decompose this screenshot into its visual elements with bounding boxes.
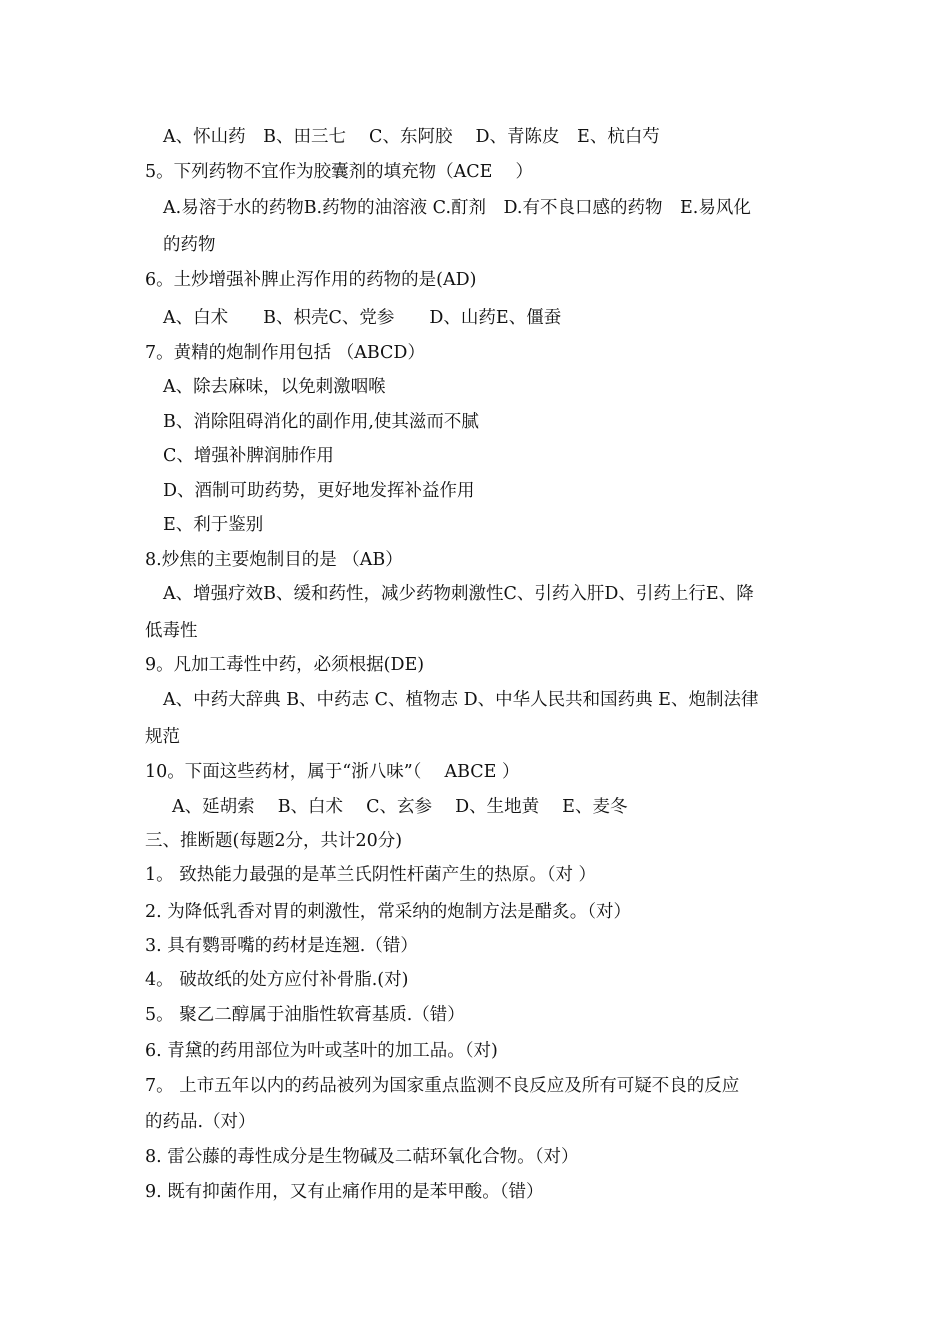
text-line: 1。 致热能力最强的是革兰氏阴性杆菌产生的热原。（对 ） [145, 865, 597, 885]
text-line: A、中药大辞典 B、中药志 C、植物志 D、中华人民共和国药典 E、炮制法律 [163, 690, 759, 710]
text-line: B、消除阻碍消化的副作用,使其滋而不腻 [163, 412, 479, 432]
text-line: 6。土炒增强补脾止泻作用的药物的是(AD) [145, 270, 477, 290]
text-line: 的药物 [163, 235, 216, 255]
text-line: 9. 既有抑菌作用，又有止痛作用的是苯甲酸。（错） [145, 1182, 544, 1202]
text-line: 2. 为降低乳香对胃的刺激性，常采纳的炮制方法是醋炙。（对） [145, 902, 632, 922]
text-line: 6. 青黛的药用部位为叶或茎叶的加工品。（对) [145, 1041, 498, 1061]
text-line: A、怀山药 B、田三七 C、东阿胶 D、青陈皮 E、杭白芍 [163, 127, 660, 147]
text-line: 3. 具有鹦哥嘴的药材是连翘.（错） [145, 936, 418, 956]
text-line: 7。黄精的炮制作用包括 （ABCD） [145, 343, 425, 363]
text-line: 5。下列药物不宜作为胶囊剂的填充物（ACE ） [145, 162, 533, 182]
text-line: 低毒性 [145, 621, 198, 641]
text-line: A、除去麻味，以免刺激咽喉 [163, 377, 386, 397]
text-line: D、酒制可助药势，更好地发挥补益作用 [163, 481, 475, 501]
text-line: 的药品.（对） [145, 1112, 256, 1132]
text-line: 4。 破故纸的处方应付补骨脂.(对) [145, 970, 409, 990]
text-line: 9。凡加工毒性中药，必须根据(DE) [145, 655, 425, 675]
text-line: 10。下面这些药材，属于“浙八味”（ ABCE ） [145, 762, 520, 782]
text-line: 7。 上市五年以内的药品被列为国家重点监测不良反应及所有可疑不良的反应 [145, 1076, 740, 1096]
text-line: A、延胡索 B、白术 C、玄参 D、生地黄 E、麦冬 [172, 797, 628, 817]
text-line: 三、推断题(每题2分，共计20分) [145, 831, 403, 851]
text-line: A.易溶于水的药物B.药物的油溶液 C.酊剂 D.有不良口感的药物 E.易风化 [163, 198, 751, 218]
text-line: A、白术 B、枳壳C、党参 D、山药E、僵蚕 [163, 308, 562, 328]
text-line: 5。 聚乙二醇属于油脂性软膏基质.（错） [145, 1005, 465, 1025]
text-line: C、增强补脾润肺作用 [163, 446, 334, 466]
text-line: 8.炒焦的主要炮制目的是 （AB） [145, 550, 403, 570]
text-line: 规范 [145, 727, 180, 747]
text-line: 8. 雷公藤的毒性成分是生物碱及二萜环氧化合物。（对） [145, 1147, 579, 1167]
text-line: A、增强疗效B、缓和药性，减少药物刺激性C、引药入肝D、引药上行E、降 [163, 584, 754, 604]
text-line: E、利于鉴别 [163, 515, 264, 535]
